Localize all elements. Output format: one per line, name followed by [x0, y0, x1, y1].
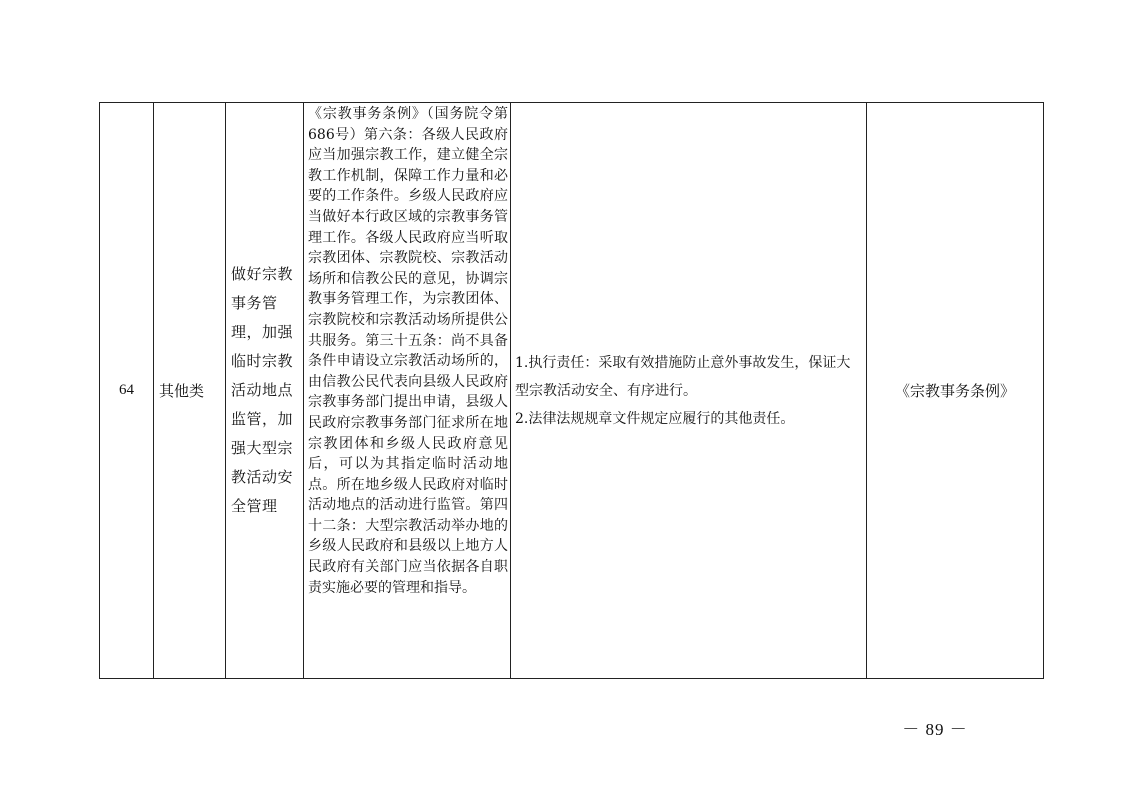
responsibility-item: 2.法律法规规章文件规定应履行的其他责任。: [515, 410, 795, 427]
responsibility-cell: [511, 103, 867, 679]
page-number: － 89 －: [902, 720, 968, 739]
legal-basis-text: 《宗教事务条例》（国务院令第686号）第六条：各级人民政府应当加强宗教工作，建立健全宗教工作机制，保障工作力量和必要的工作条件。乡级人民政府应当做好本行政区域的宗教事务管理工作。各级人民政府应当听取宗教团体、宗教院校、宗教活动场所和信教公民的意见，协调宗教事务管理工作，为宗教团体、宗教院校和宗教活动场所提供公共服务。第三十五条：尚不具备条件申请设立宗教活动场所的，由信教公民代表向县级人民政府宗教事务部门提出申请，县级人民政府宗教事务部门征求所在地宗教团体和乡级人民政府意见后，可以为其指定临时活动地点。所在地乡级人民政府对临时活动地点的活动进行监管。第四十二条：大型宗教活动举办地的乡级人民政府和县级以上地方人民政府有关部门应当依据各自职责实施必要的管理和指导。: [308, 106, 508, 596]
row-number-cell: [100, 103, 154, 679]
legal-basis-cell: [304, 103, 511, 679]
duty-table: [99, 102, 1044, 679]
reference-cell: [867, 103, 1044, 679]
row-number: 64: [119, 382, 134, 398]
item-text: 做好宗教事务管理，加强临时宗教活动地点监管，加强大型宗教活动安全管理: [231, 265, 294, 515]
responsibility-item: 1.执行责任：采取有效措施防止意外事故发生，保证大型宗教活动安全、有序进行。: [515, 354, 851, 399]
reference-text: 《宗教事务条例》: [894, 382, 1015, 400]
category-text: 其他类: [159, 382, 205, 400]
item-cell: [226, 103, 304, 679]
table-row: [100, 103, 1044, 679]
category-cell: [154, 103, 226, 679]
